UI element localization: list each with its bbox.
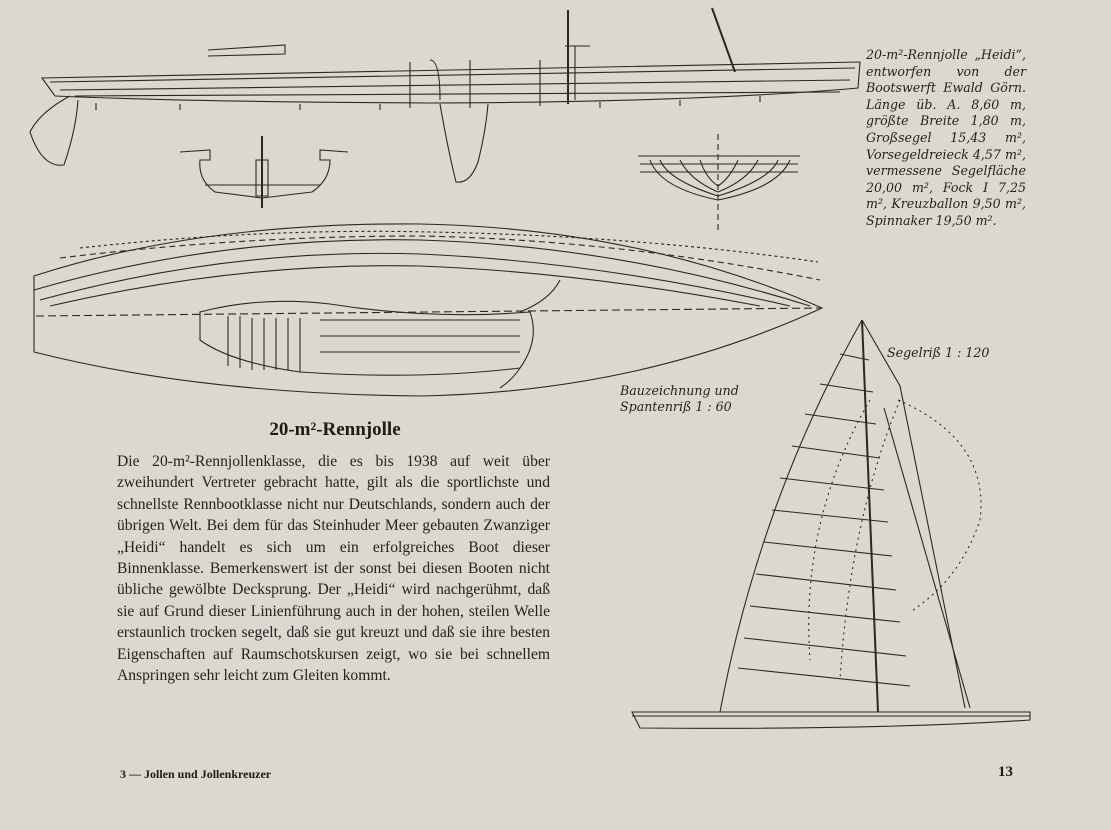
deck-plan-drawing <box>34 224 822 396</box>
sail-plan-drawing <box>632 320 1030 728</box>
sail-plan-label: Segelriß 1 : 120 <box>887 345 990 360</box>
figure-caption: 20-m²-Rennjolle „Heidi“, entworfen von der Bootswerft Ewald Görn. Länge üb. A. 8,60 m, größte Breite 1,80 m, Großsegel 15,43 m², Vorsegeldreieck 4,57 m², vermessene Segelfläche 20,00 m², Fock I 7,25 m², Kreuzballon 9,50 m², Spinnaker 19,50 m². <box>866 47 1026 228</box>
article-title: 20-m²-Rennjolle <box>269 419 401 440</box>
body-plan <box>638 134 800 232</box>
running-footer: 3 — Jollen und Jollenkreuzer <box>120 767 272 781</box>
article-body: Die 20-m²-Rennjollenklasse, die es bis 1938 auf weit über zweihundert Vertreter gebracht hatte, gilt als die sportlichste und schnellste Rennbootklasse nicht nur Deutschlands, sondern auch der übrigen Welt. Bei dem für das Steinhuder Meer gebauten Zwanziger „Heidi“ handelt es sich um ein erfolgreiches Boot dieser Binnenklasse. Bemerkenswert ist der sonst bei diesen Booten nicht übliche gewölbte Decksprung. Der „Heidi“ wird nachgerühmt, daß sie auf Grund dieser Linienführung auch in der hohen, steilen Welle erstaunlich trocken segelt, daß sie gut kreuzt und daß sie ihre besten Eigenschaften auf Raumschotskursen zeigt, wo sie bei schnellem Anspringen sehr leicht zum Gleiten kommt. <box>117 453 550 685</box>
page-number: 13 <box>998 764 1013 780</box>
cross-section-left <box>180 136 348 208</box>
construction-label: Bauzeichnung und Spantenriß 1 : 60 <box>620 383 739 414</box>
